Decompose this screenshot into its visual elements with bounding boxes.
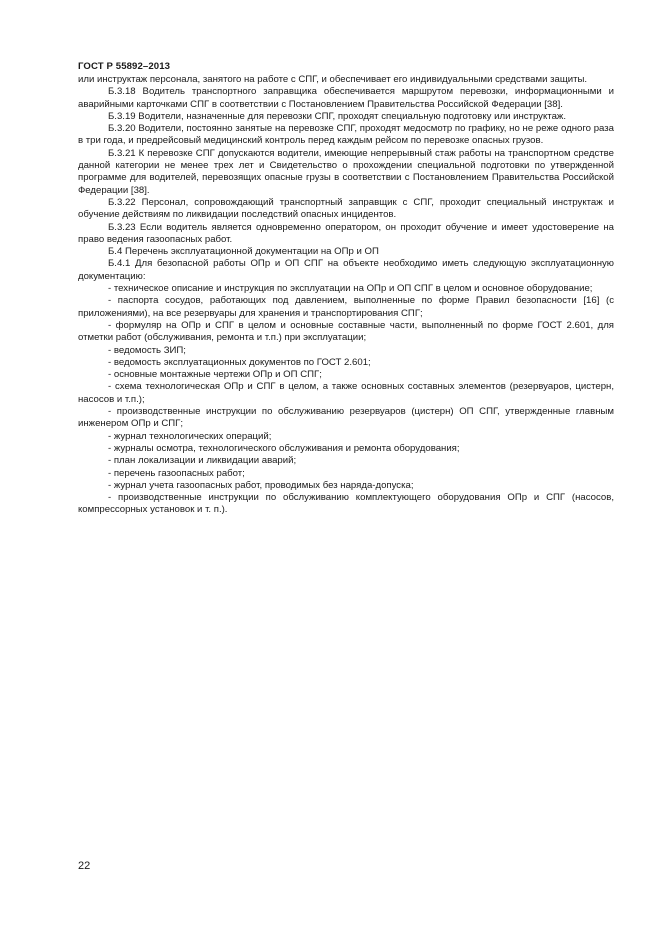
list-item: - схема технологическая ОПр и СПГ в целом, а также основных составных элементов (резервуаров, цистерн, насосов и т.п.); xyxy=(78,381,614,405)
list-item: - журнал учета газоопасных работ, проводимых без наряда-допуска; xyxy=(108,479,414,491)
paragraph: или инструктаж персонала, занятого на работе с СПГ, и обеспечивает его индивидуальными средствами защиты. xyxy=(78,74,588,85)
list-item: - производственные инструкции по обслуживанию резервуаров (цистерн) ОП СПГ, утвержденные главным инженером ОПр и СПГ; xyxy=(78,406,614,430)
list-item: - паспорта сосудов, работающих под давлением, выполненные по форме Правил безопасности [16] (с приложениями), на все резервуары для хранения и транспортирования СПГ; xyxy=(78,295,614,319)
list-item: - ведомость эксплуатационных документов по ГОСТ 2.601; xyxy=(108,356,371,368)
paragraph: Б.3.20 Водители, постоянно занятые на перевозке СПГ, проходят медосмотр по графику, но не реже одного раза в три года, и предрейсовый медицинский контроль перед каждым рейсом по перевозке опасных грузов. xyxy=(78,123,614,147)
list-item: - ведомость ЗИП; xyxy=(108,344,186,356)
list-item: - план локализации и ликвидации аварий; xyxy=(108,455,297,467)
list-item: - журнал технологических операций; xyxy=(108,430,272,442)
page-number: 22 xyxy=(78,860,91,872)
paragraph: Б.3.19 Водители, назначенные для перевозки СПГ, проходят специальную подготовку или инструктаж. xyxy=(108,110,566,122)
list-item: - основные монтажные чертежи ОПр и ОП СПГ; xyxy=(108,369,322,381)
list-item: - перечень газоопасных работ; xyxy=(108,467,245,479)
paragraph: Б.3.23 Если водитель является одновременно оператором, он проходит обучение и имеет удостоверение на право ведения газоопасных работ. xyxy=(78,221,614,245)
list-item: - производственные инструкции по обслуживанию комплектующего оборудования ОПр и СПГ (насосов, компрессорных установок и т. п.). xyxy=(78,492,614,516)
paragraph: Б.4.1 Для безопасной работы ОПр и ОП СПГ на объекте необходимо иметь следующую эксплуатационную документацию: xyxy=(78,258,614,282)
paragraph: Б.3.22 Персонал, сопровождающий транспортный заправщик с СПГ, проходит специальный инструктаж и обучение действиям по ликвидации последствий опасных инцидентов. xyxy=(78,196,614,221)
section-heading: Б.4 Перечень эксплуатационной документации на ОПр и ОП xyxy=(108,246,379,258)
list-item: - формуляр на ОПр и СПГ в целом и основные составные части, выполненный по форме ГОСТ 2.601, для отметки работ (обслуживания, ремонта и т.п.) при эксплуатации; xyxy=(78,319,614,344)
list-item: - журналы осмотра, технологического обслуживания и ремонта оборудования; xyxy=(108,442,460,454)
document-body xyxy=(78,74,614,517)
paragraph: Б.3.21 К перевозке СПГ допускаются водители, имеющие непрерывный стаж работы на транспортном средстве данной категории не менее трех лет и Свидетельство о прохождении специальной подготовки по утвержденной программе для водителей, перевозящих опасные грузы в соответствии с Постановлением Правительства Российской Федерации [38]. xyxy=(78,147,614,196)
paragraph: Б.3.18 Водитель транспортного заправщика обеспечивается маршрутом перевозки, информационными и аварийными карточками СПГ в соответствии с Постановлением Правительства Российской Федерации [38]. xyxy=(78,86,614,110)
list-item: - техническое описание и инструкция по эксплуатации на ОПр и ОП СПГ в целом и основное оборудование; xyxy=(108,283,593,295)
document-header: ГОСТ Р 55892–2013 xyxy=(78,61,171,72)
